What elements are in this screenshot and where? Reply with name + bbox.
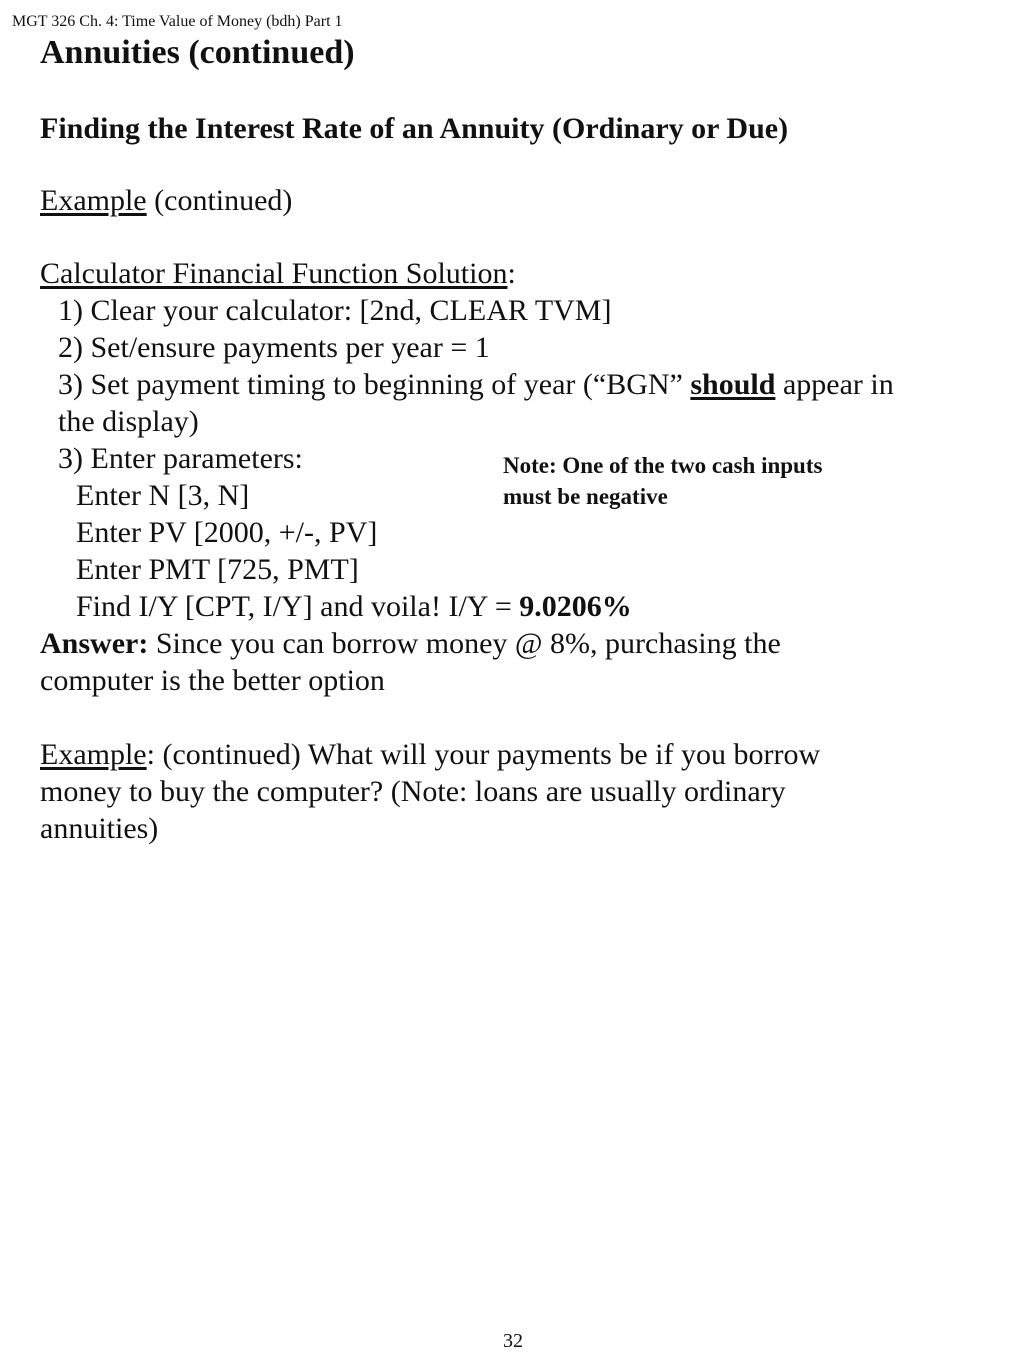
example2-line-3: annuities): [40, 812, 159, 845]
sub-step-iy-text: Find I/Y [CPT, I/Y] and voila! I/Y =: [76, 590, 520, 623]
step-1: 1) Clear your calculator: [2nd, CLEAR TVM]: [58, 294, 612, 327]
example-heading: [40, 183, 292, 219]
answer-text-1: Since you can borrow money @ 8%, purchasing the: [148, 627, 781, 660]
calculator-heading: [40, 256, 516, 292]
result-value: 9.0206%: [519, 590, 632, 623]
example2-line-1: [40, 737, 820, 773]
note-line-1: Note: One of the two cash inputs: [503, 453, 823, 478]
step-3-continuation: the display): [58, 405, 199, 438]
step-3-emphasis: should: [690, 368, 776, 401]
step-3-text-c: appear in: [775, 368, 894, 401]
example2-label: Example: [40, 738, 147, 771]
page-title: Annuities (continued): [40, 34, 355, 71]
answer-label: Answer:: [40, 627, 149, 660]
answer-line-2: computer is the better option: [40, 664, 385, 697]
sub-step-pmt: [76, 552, 359, 589]
example-label: Example: [40, 184, 147, 217]
page-number: 32: [503, 1330, 523, 1352]
step-3-text-a: 3) Set payment timing to beginning of year (“BGN”: [58, 368, 691, 401]
calculator-heading-colon: :: [507, 257, 516, 290]
section-subtitle: Finding the Interest Rate of an Annuity (Ordinary or Due): [40, 112, 789, 145]
example2-line-2: money to buy the computer? (Note: loans are usually ordinary: [40, 775, 786, 808]
example-rest: (continued): [146, 184, 293, 217]
sub-step-pv: [76, 515, 377, 552]
step-2: 2) Set/ensure payments per year = 1: [58, 331, 490, 364]
calculator-heading-text: Calculator Financial Function Solution: [40, 257, 508, 290]
example2-text-1: : (continued) What will your payments be if you borrow: [146, 738, 821, 771]
sub-step-pv-text: Enter PV [2000, +/-, PV]: [76, 516, 378, 549]
running-header: MGT 326 Ch. 4: Time Value of Money (bdh) Part 1: [12, 13, 343, 30]
note-box: [503, 450, 822, 512]
step-4: 3) Enter parameters:: [58, 442, 303, 475]
sub-step-n: [76, 478, 249, 515]
sub-step-pmt-text: Enter PMT [725, PMT]: [76, 553, 359, 586]
sub-step-iy: [76, 589, 632, 626]
answer-line-1: [40, 626, 781, 662]
note-line-2: must be negative: [503, 484, 668, 509]
sub-step-n-text: Enter N [3, N]: [76, 479, 250, 512]
step-3: [58, 367, 894, 403]
